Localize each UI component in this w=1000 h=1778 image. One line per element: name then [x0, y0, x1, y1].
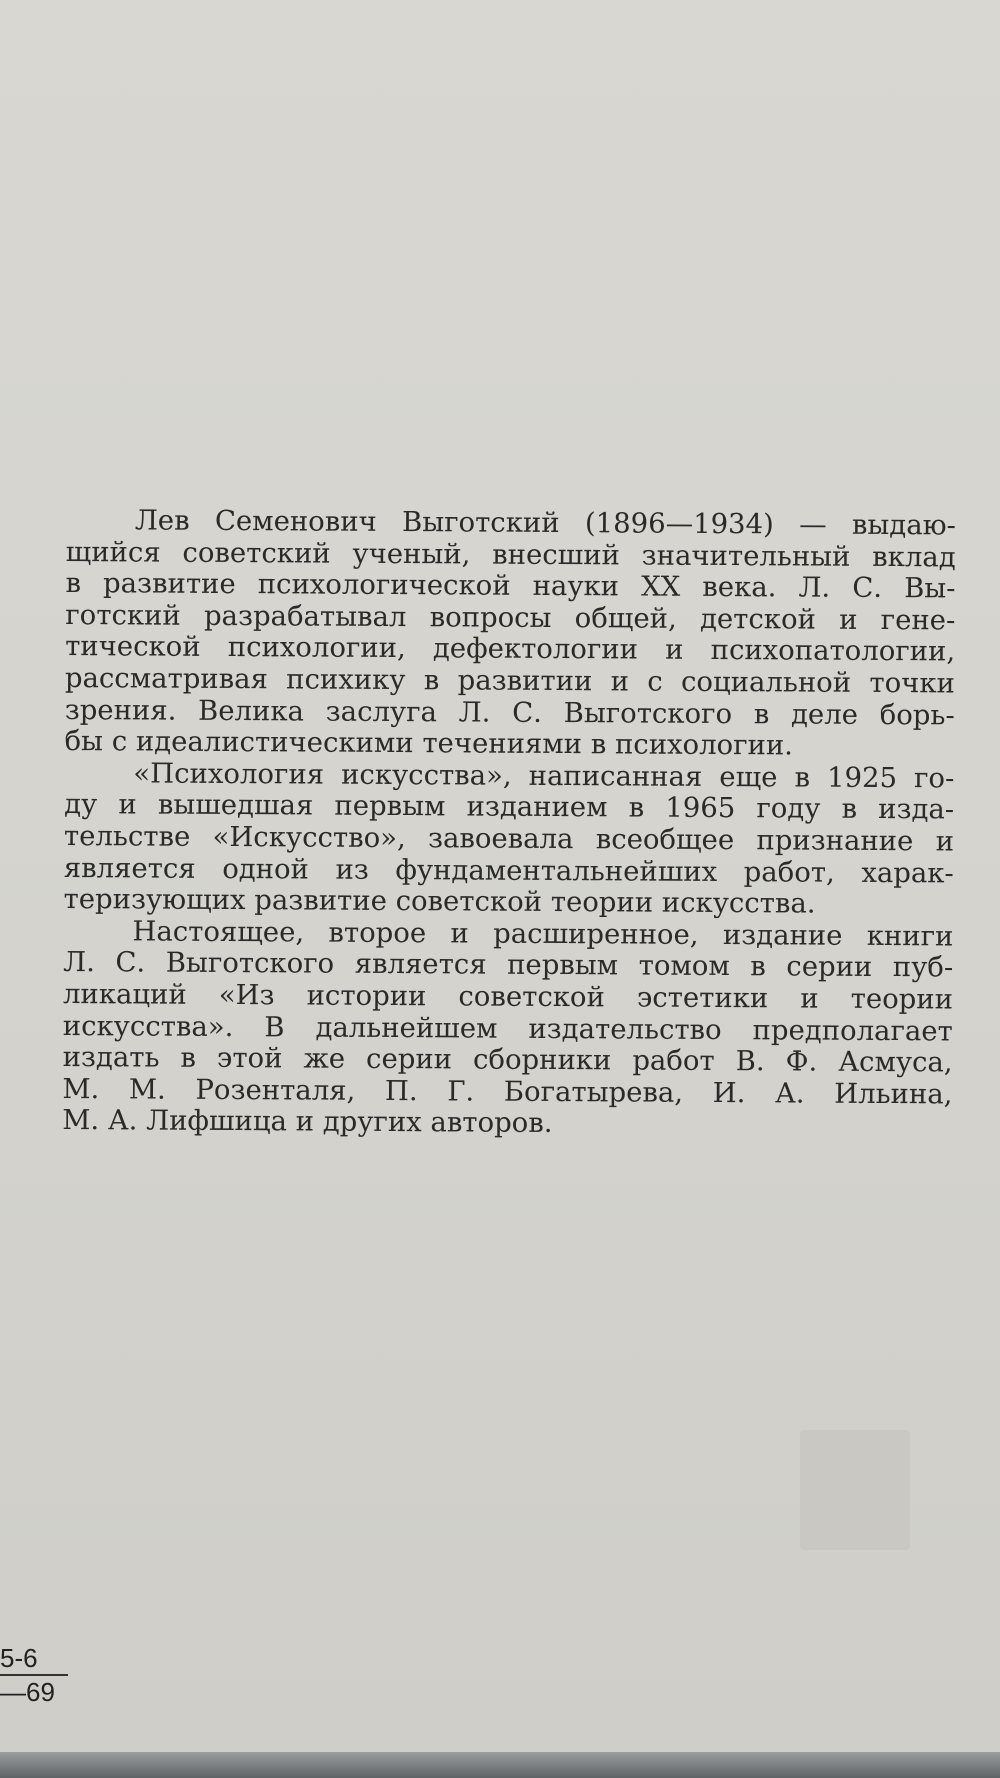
catalog-code [0, 1642, 68, 1708]
text-line: М. А. Лифшица и других авторов. [62, 1104, 553, 1140]
text-line: ликаций «Из истории советской эстетики и теории [62, 977, 954, 1016]
text-line: искусства». В дальнейшем издательство предполагает [62, 1009, 953, 1047]
faint-stamp-mark [800, 1430, 910, 1550]
text-line: Л. С. Выготского является первым томом в серии пуб- [63, 946, 954, 984]
text-line: в развитие психологической науки XX века. Л. С. Вы- [65, 567, 956, 605]
text-line: зрения. Велика заслуга Л. С. Выготского в деле борь- [64, 693, 955, 731]
annotation-text [62, 505, 956, 1142]
text-line: тической психологии, дефектологии и психопатологии, [65, 630, 956, 668]
text-line: теризующих развитие советской теории искусства. [63, 883, 816, 920]
text-line: М. М. Розенталя, П. Г. Богатырева, И. А. Ильина, [62, 1072, 953, 1111]
text-line: издать в этой же серии сборники работ В. Ф. Асмуса, [62, 1041, 953, 1079]
text-line: тельстве «Искусство», завоевала всеобщее признание и [63, 819, 955, 858]
catalog-code-top: 5-6 [0, 1642, 68, 1676]
catalog-code-bottom: —69 [0, 1677, 55, 1707]
text-line: является одной из фундаментальнейших работ, харак- [63, 851, 954, 889]
paragraph-3 [62, 916, 953, 1143]
background-surface-strip [0, 1752, 1000, 1778]
text-line: бы с идеалистическими течениями в психологии. [64, 725, 794, 762]
text-line: рассматривая психику в развитии и с социальной точки [64, 661, 956, 700]
text-line: готский разрабатывал вопросы общей, детской и гене- [65, 598, 956, 637]
text-line: щийся советский ученый, внесший значительный вклад [65, 535, 956, 574]
text-line: Настоящее, второе и расширенное, издание книги [132, 915, 954, 953]
paragraph-2 [63, 758, 954, 921]
paragraph-1 [64, 505, 956, 763]
text-line: Лев Семенович Выготский (1896—1934) — выдаю- [134, 504, 956, 542]
text-line: «Психология искусства», написанная еще в 1925 го- [133, 757, 955, 795]
text-line: ду и вышедшая первым изданием в 1965 году в изда- [64, 788, 955, 826]
